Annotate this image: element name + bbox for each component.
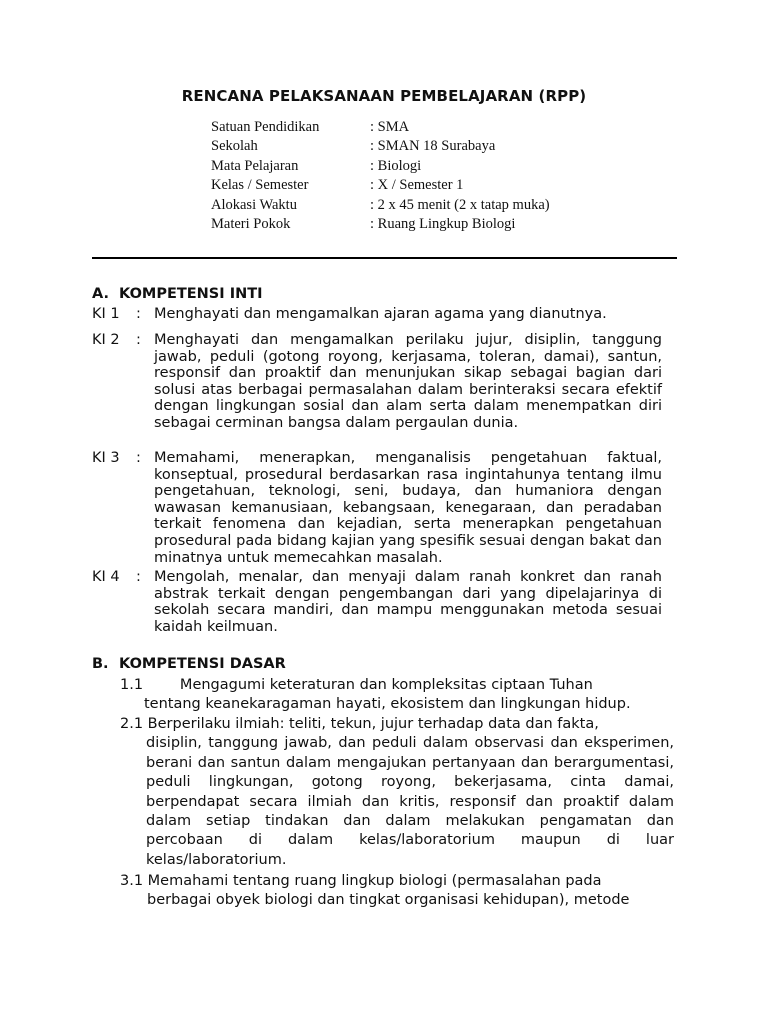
identity-label: Mata Pelajaran — [211, 157, 299, 174]
section-number: A. — [92, 286, 109, 302]
identity-value: : SMA — [370, 119, 410, 135]
ki-colon: : — [136, 332, 141, 348]
ki-item — [92, 306, 662, 323]
identity-row — [211, 215, 550, 234]
kd-first-line: 3.1 Memahami tentang ruang lingkup biologi (permasalahan pada — [120, 873, 602, 889]
section-title: KOMPETENSI DASAR — [119, 656, 286, 672]
identity-row — [211, 137, 550, 156]
ki-code: KI 1 — [92, 306, 120, 322]
identity-label: Alokasi Waktu — [211, 196, 297, 213]
ki-text: Memahami, menerapkan, menganalisis pengetahuan faktual, konseptual, prosedural berdasarkan rasa ingintahunya tentang ilmu pengetahuan, teknologi, seni, budaya, dan humaniora dengan wawasan kemanusiaan, kebangsaan, kenegaraan, dan peradaban terkait fenomena dan kejadian, serta menerapkan pengetahuan prosedural pada bidang kajian yang spesifik sesuai dengan bakat dan minatnya untuk memecahkan masalah. — [154, 450, 662, 566]
kd-item — [120, 872, 674, 911]
ki-text: Menghayati dan mengamalkan perilaku jujur, disiplin, tanggung jawab, peduli (gotong royong, kerjasama, toleran, damai), santun, responsif dan proaktif dan menunjukan sikap sebagai bagian dari solusi atas berbagai permasalahan dalam berinteraksi secara efektif dengan lingkungan sosial dan alam serta dalam menempatkan diri sebagai cerminan bangsa dalam pergaulan dunia. — [154, 332, 662, 431]
identity-value: : Ruang Lingkup Biologi — [370, 215, 516, 232]
ki-code: KI 2 — [92, 332, 120, 348]
ki-colon: : — [136, 450, 141, 466]
identity-value: : SMAN 18 Surabaya — [370, 138, 496, 155]
section-number: B. — [92, 656, 109, 672]
section-heading-kompetensi-dasar — [92, 656, 286, 672]
ki-item — [92, 569, 662, 635]
horizontal-rule — [92, 257, 677, 259]
identity-row — [211, 118, 550, 137]
identity-row — [211, 176, 550, 195]
identity-label: Satuan Pendidikan — [211, 119, 320, 135]
kd-item — [120, 676, 674, 715]
kd-continuation: tentang keanekaragaman hayati, ekosistem dan lingkungan hidup. — [144, 696, 631, 713]
section-title: KOMPETENSI INTI — [119, 286, 263, 302]
kd-first-line: 2.1 Berperilaku ilmiah: teliti, tekun, jujur terhadap data dan fakta, — [120, 716, 599, 732]
identity-table — [211, 118, 550, 234]
identity-row — [211, 157, 550, 176]
identity-label: Kelas / Semester — [211, 177, 309, 194]
ki-item — [92, 332, 662, 432]
ki-code: KI 4 — [92, 569, 120, 585]
kd-continuation: berbagai obyek biologi dan tingkat organisasi kehidupan), metode — [147, 892, 630, 909]
ki-item — [92, 450, 662, 566]
identity-row — [211, 196, 550, 215]
kd-first-line: 1.1 Mengagumi keteraturan dan kompleksitas ciptaan Tuhan — [120, 677, 593, 693]
ki-colon: : — [136, 306, 141, 322]
identity-label: Materi Pokok — [211, 215, 291, 232]
identity-label: Sekolah — [211, 138, 258, 155]
identity-value: : Biologi — [370, 157, 422, 174]
identity-value: : X / Semester 1 — [370, 177, 464, 194]
ki-text: Menghayati dan mengamalkan ajaran agama yang dianutnya. — [154, 306, 607, 322]
ki-colon: : — [136, 569, 141, 585]
identity-value: : 2 x 45 menit (2 x tatap muka) — [370, 196, 550, 213]
ki-code: KI 3 — [92, 450, 120, 466]
document-title: RENCANA PELAKSANAAN PEMBELAJARAN (RPP) — [181, 87, 587, 105]
kd-continuation: disiplin, tanggung jawab, dan peduli dalam observasi dan eksperimen, berani dan santun dalam mengajukan pertanyaan dan berargumentasi, peduli lingkungan, gotong royong, bekerjasama, cinta damai, berpendapat secara ilmiah dan kritis, responsif dan proaktif dalam dalam setiap tindakan dan dalam melakukan pengamatan dan percobaan di dalam kelas/laboratorium maupun di luar kelas/laboratorium. — [146, 735, 674, 868]
ki-text: Mengolah, menalar, dan menyaji dalam ranah konkret dan ranah abstrak terkait dengan pengembangan dari yang dipelajarinya di sekolah secara mandiri, dan mampu menggunakan metoda sesuai kaidah keilmuan. — [154, 569, 662, 635]
section-heading-kompetensi-inti — [92, 286, 263, 302]
kd-item — [120, 715, 674, 870]
